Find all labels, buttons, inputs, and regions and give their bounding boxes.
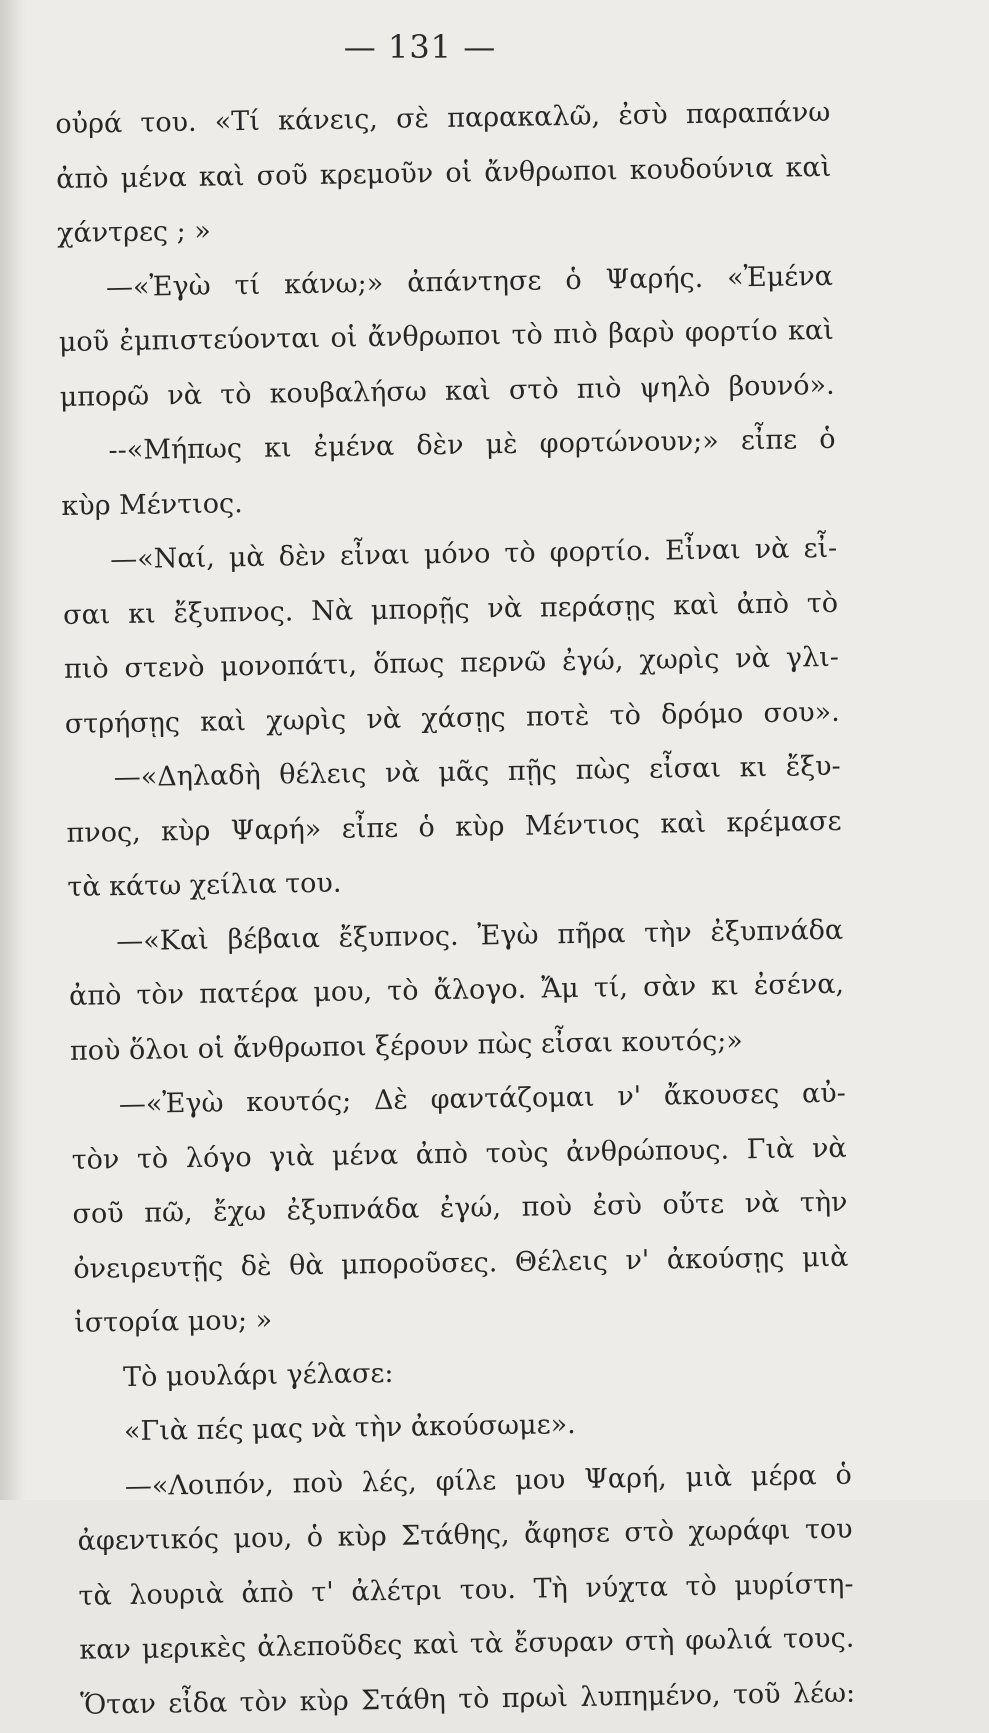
text-line: —«Ναί, μὰ δὲν εἶναι μόνο τὸ φορτίο. Εἶναι νὰ εἶ- bbox=[110, 532, 838, 576]
text-line: χάντρες ; » bbox=[56, 215, 212, 249]
text-line: --«Μήπως κι ἐμένα δὲν μὲ φορτώνουν;» εἶπε ὁ bbox=[108, 423, 836, 467]
body-text bbox=[55, 86, 856, 1733]
text-line: —«Ἐγὼ κουτός; Δὲ φαντάζομαι ν' ἄκουσες αὐ- bbox=[118, 1077, 846, 1121]
text-line: σαι κι ἔξυπνος. Νὰ μπορῇς νὰ περάσῃς καὶ ἀπὸ τὸ bbox=[62, 587, 839, 631]
page-number: — 131 — bbox=[343, 28, 497, 66]
text-line: ποὺ ὅλοι οἱ ἄνθρωποι ξέρουν πὼς εἶσαι κουτός;» bbox=[69, 1024, 744, 1067]
text-line: τὰ λουριὰ ἀπὸ τ' ἀλέτρι του. Τὴ νύχτα τὸ μυρίστη- bbox=[78, 1568, 854, 1612]
text-line: τὰ κάτω χείλια του. bbox=[67, 867, 342, 903]
text-line: ἱστορία μου; » bbox=[74, 1304, 273, 1339]
text-line: —«Λοιπόν, ποὺ λές, φίλε μου Ψαρή, μιὰ μέρα ὁ bbox=[124, 1459, 852, 1502]
text-line: κὺρ Μέντιος. bbox=[61, 487, 243, 522]
text-line: μοῦ ἐμπιστεύονται οἱ ἄνθρωποι τὸ πιὸ βαρὺ φορτίο καὶ bbox=[58, 314, 834, 358]
text-line: καν μερικὲς ἀλεποῦδες καὶ τὰ ἔσυραν στὴ φωλιά τους. bbox=[79, 1622, 855, 1666]
text-line: σοῦ πῶ, ἔχω ἐξυπνάδα ἐγώ, ποὺ ἐσὺ οὔτε νὰ τὴν bbox=[72, 1186, 848, 1230]
text-line: ἀφεντικός μου, ὁ κὺρ Στάθης, ἄφησε στὸ χωράφι του bbox=[77, 1513, 853, 1557]
text-line: στρήσῃς καὶ χωρὶς νὰ χάσῃς ποτὲ τὸ δρόμο σου». bbox=[64, 696, 840, 740]
text-line: —«Δηλαδὴ θέλεις νὰ μᾶς πῇς πὼς εἶσαι κι ἔξυ- bbox=[113, 750, 841, 794]
text-line: ἀπὸ τὸν πατέρα μου, τὸ ἄλογο. Ἄμ τί, σὰν κι ἐσένα, bbox=[68, 968, 845, 1012]
page-gutter-shadow bbox=[0, 0, 26, 1500]
text-line: μπορῶ νὰ τὸ κουβαλήσω καὶ στὸ πιὸ ψηλὸ βουνό». bbox=[59, 369, 835, 413]
text-line: πιὸ στενὸ μονοπάτι, ὅπως περνῶ ἐγώ, χωρὶς νὰ γλι- bbox=[63, 641, 840, 685]
text-line: «Γιὰ πές μας νὰ τὴν ἀκούσωμε». bbox=[123, 1408, 576, 1448]
text-line: —«Καὶ βέβαια ἔξυπνος. Ἐγὼ πῆρα τὴν ἐξυπνάδα bbox=[116, 914, 844, 957]
text-line: ὀνειρευτῇς δὲ θὰ μποροῦσες. Θέλεις ν' ἀκούσῃς μιὰ bbox=[73, 1241, 849, 1285]
text-line: πνος, κὺρ Ψαρή» εἶπε ὁ κὺρ Μέντιος καὶ κρέμασε bbox=[66, 805, 842, 849]
text-line: οὐρά του. «Τί κάνεις, σὲ παρακαλῶ, ἐσὺ παραπάνω bbox=[55, 96, 831, 140]
text-line: τὸν τὸ λόγο γιὰ μένα ἀπὸ τοὺς ἀνθρώπους. Γιὰ νὰ bbox=[71, 1132, 847, 1176]
text-line: —«Ἐγὼ τί κάνω;» ἀπάντησε ὁ Ψαρής. «Ἐμένα bbox=[105, 260, 834, 303]
text-line: ἀπὸ μένα καὶ σοῦ κρεμοῦν οἱ ἄνθρωποι κουδούνια καὶ bbox=[56, 151, 832, 195]
text-line: Τὸ μουλάρι γέλασε: bbox=[122, 1357, 394, 1393]
text-line: Ὅταν εἶδα τὸν κὺρ Στάθη τὸ πρωὶ λυπημένο, τοῦ λέω: bbox=[79, 1677, 856, 1721]
